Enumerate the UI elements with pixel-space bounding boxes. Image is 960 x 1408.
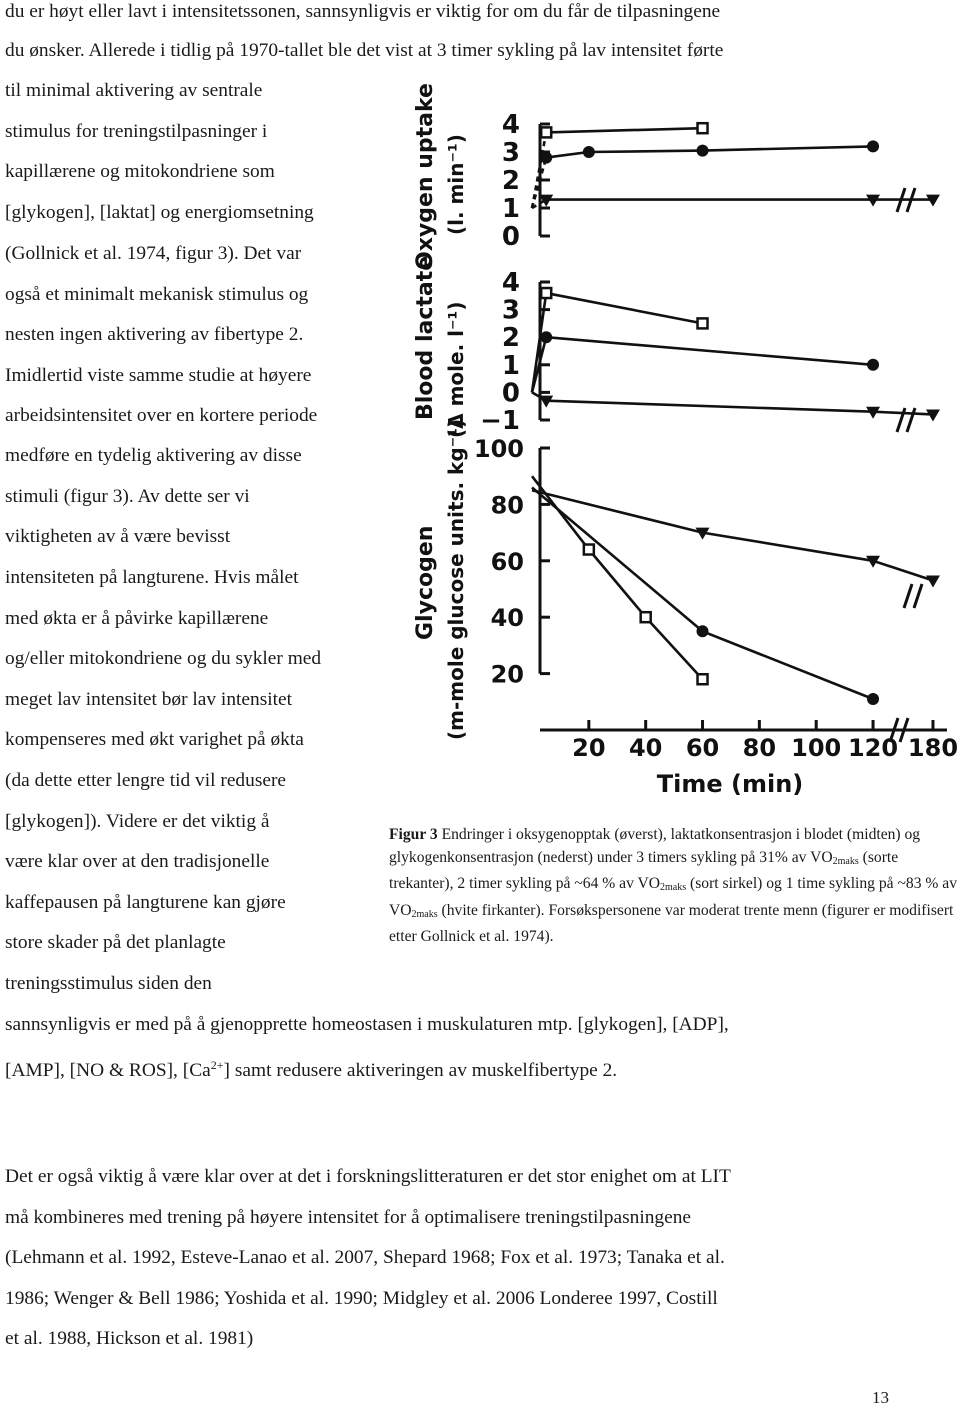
caption-subscript: 2maks	[411, 908, 438, 920]
lactate-tick-label: 0	[501, 378, 520, 409]
caption-text: (sorte trekanter), 2 timer sykling på ~64 % av VO	[389, 848, 899, 893]
text-line: (Gollnick et al. 1974, figur 3). Det var	[5, 243, 302, 264]
glycogen-series-line	[703, 533, 874, 561]
text-line: du er høyt eller lavt i intensitetssonen, sannsynligvis er viktig for om du får de tilpasningene	[5, 1, 721, 22]
text-line: treningsstimulus siden den	[5, 973, 212, 994]
x-tick-label: 40	[628, 734, 663, 762]
lactate-filled-circle-point	[540, 331, 552, 343]
text-line: (Lehmann et al. 1992, Esteve-Lanao et al. 2007, Shepard 1968; Fox et al. 1973; Tanaka et al.	[5, 1247, 725, 1268]
oxygen-filled-circle-point	[697, 145, 709, 157]
x-tick-label: 80	[742, 734, 777, 762]
glycogen-tick-label: 100	[473, 435, 524, 463]
text-line: arbeidsintensitet over en kortere periode	[5, 405, 318, 426]
text-line: intensiteten på langturene. Hvis målet	[5, 567, 299, 588]
glycogen-series-line	[532, 487, 703, 631]
text-line: være klar over at den tradisjonelle	[5, 851, 270, 872]
glycogen-open-square-point	[698, 674, 708, 684]
text-line: Imidlertid viste samme studie at høyere	[5, 365, 312, 386]
oxygen-tick-label: 3	[501, 138, 520, 168]
glycogen-open-square-point	[584, 545, 594, 555]
glycogen-filled-circle-point	[697, 625, 709, 637]
text-line: stimuli (figur 3). Av dette ser vi	[5, 486, 250, 507]
text-line: store skader på det planlagte	[5, 932, 226, 953]
superscript: 2+	[210, 1058, 224, 1072]
oxygen-tick-label: 0	[501, 222, 520, 252]
oxygen-series-line	[546, 128, 702, 132]
text-segment: [AMP], [NO & ROS], [Ca	[5, 1060, 211, 1081]
x-tick-label: 20	[572, 734, 606, 762]
lactate-series-line	[546, 401, 873, 412]
oxygen-axis-unit: (l. min⁻¹)	[444, 134, 468, 235]
axis-break	[897, 408, 915, 432]
glycogen-tick-label: 20	[490, 660, 524, 689]
glycogen-axis-label: Glycogen	[413, 525, 438, 640]
glycogen-tick-label: 40	[490, 604, 524, 633]
oxygen-series-line	[589, 151, 703, 152]
oxygen-filled-circle-point	[540, 152, 552, 164]
text-line: Det er også viktig å være klar over at det i forskningslitteraturen er det stor enighet om at LIT	[5, 1166, 731, 1187]
lactate-axis-label: Blood lactate	[413, 255, 438, 420]
text-line: må kombineres med trening på høyere intensitet for å optimalisere treningstilpasningene	[5, 1207, 692, 1228]
x-tick-label: 100	[791, 734, 842, 762]
glycogen-series-line	[646, 617, 703, 679]
lactate-series-line	[873, 412, 933, 415]
text-line: stimulus for treningstilpasninger i	[5, 121, 268, 142]
lactate-tick-label: 3	[501, 295, 520, 326]
lactate-tick-label: 1	[501, 350, 520, 381]
glycogen-tick-label: 60	[490, 547, 524, 576]
lactate-filled-circle-point	[867, 359, 879, 371]
text-line: nesten ingen aktivering av fibertype 2.	[5, 324, 304, 345]
text-line: og/eller mitokondriene og du sykler med	[5, 648, 322, 669]
axis-break	[904, 584, 922, 608]
lactate-open-square-point	[698, 318, 708, 328]
text-line: [glykogen], [laktat] og energiomsetning	[5, 202, 314, 223]
x-axis-label: Time (min)	[656, 770, 804, 798]
text-line: med økta er å påvirke kapillærene	[5, 608, 269, 629]
lactate-tick-label: 4	[501, 268, 520, 298]
lactate-axis-unit: (Δ mole. l⁻¹)	[444, 301, 468, 438]
text-line: (da dette etter lengre tid vil redusere	[5, 770, 287, 791]
x-tick-label: 120	[847, 734, 899, 762]
oxygen-filled-circle-point	[867, 140, 879, 152]
text-line: sannsynligvis er med på å gjenopprette homeostasen i muskulaturen mtp. [glykogen], [ADP],	[5, 1014, 729, 1035]
text-line: 1986; Wenger & Bell 1986; Yoshida et al. 1990; Midgley et al. 2006 Londeree 1997, Costill	[5, 1288, 718, 1309]
lactate-series-line	[546, 337, 873, 365]
oxygen-series-line	[703, 146, 874, 150]
lactate-series-line	[546, 293, 702, 323]
glycogen-series-line	[873, 561, 933, 581]
oxygen-filled-circle-point	[583, 146, 595, 158]
text-line: kaffepausen på langturene kan gjøre	[5, 892, 286, 913]
glycogen-filled-triangle-point	[926, 576, 940, 588]
glycogen-tick-label: 80	[490, 491, 524, 520]
caption-text: Endringer i oksygenopptak (øverst), laktatkonsentrasjon i blodet (midten) og glykogenkonsentrasjon (nederst) under 3 timers sykling på 31% av VO	[389, 826, 921, 866]
text-line: viktigheten av å være bevisst	[5, 526, 231, 547]
oxygen-tick-label: 4	[501, 110, 520, 140]
x-tick-label: 180	[907, 734, 959, 762]
text-line: du ønsker. Allerede i tidlig på 1970-tallet ble det vist at 3 timer sykling på lav intensitet førte	[5, 40, 724, 61]
text-line: [glykogen]). Videre er det viktig å	[5, 811, 270, 832]
text-line: et al. 1988, Hickson et al. 1981)	[5, 1328, 254, 1349]
lactate-open-square-point	[541, 288, 551, 298]
oxygen-axis-label: Oxygen uptake	[413, 83, 438, 270]
glycogen-series-line	[703, 631, 874, 699]
page-number: 13	[872, 1388, 889, 1407]
lactate-tick-label: 2	[501, 323, 520, 354]
text-line: til minimal aktivering av sentrale	[5, 80, 263, 101]
caption-text: (hvite firkanter). Forsøkspersonene var moderat trente menn (figurer er modifisert etter Gollnick et al. 1974).	[389, 901, 954, 946]
text-segment: ] samt redusere aktiveringen av muskelfibertype 2.	[223, 1060, 618, 1081]
caption-text: (sort sirkel) og 1 time sykling på ~83 % av VO	[389, 875, 958, 919]
lactate-tick-label: −1	[480, 406, 520, 436]
oxygen-series-line	[546, 152, 589, 158]
oxygen-tick-label: 2	[501, 166, 520, 196]
glycogen-filled-circle-point	[867, 693, 879, 705]
oxygen-tick-label: 1	[501, 194, 520, 224]
text-line	[5, 1053, 617, 1083]
text-line: medføre en tydelig aktivering av disse	[5, 445, 302, 466]
caption-subscript: 2maks	[832, 855, 859, 867]
text-line: kompenseres med økt varighet på økta	[5, 729, 304, 750]
glycogen-series-line	[532, 490, 703, 532]
text-line: også et minimalt mekanisk stimulus og	[5, 284, 309, 305]
figure-caption	[389, 824, 957, 949]
glycogen-axis-unit: (m-mole glucose units. kg⁻¹)	[444, 418, 468, 740]
glycogen-open-square-point	[641, 612, 651, 622]
text-line: meget lav intensitet bør lav intensitet	[5, 689, 293, 710]
caption-subscript: 2maks	[660, 882, 687, 894]
oxygen-open-square-point	[698, 123, 708, 133]
caption-label: Figur 3	[389, 826, 438, 843]
text-line: kapillærene og mitokondriene som	[5, 161, 275, 182]
x-tick-label: 60	[685, 734, 720, 762]
oxygen-open-square-point	[541, 127, 551, 137]
